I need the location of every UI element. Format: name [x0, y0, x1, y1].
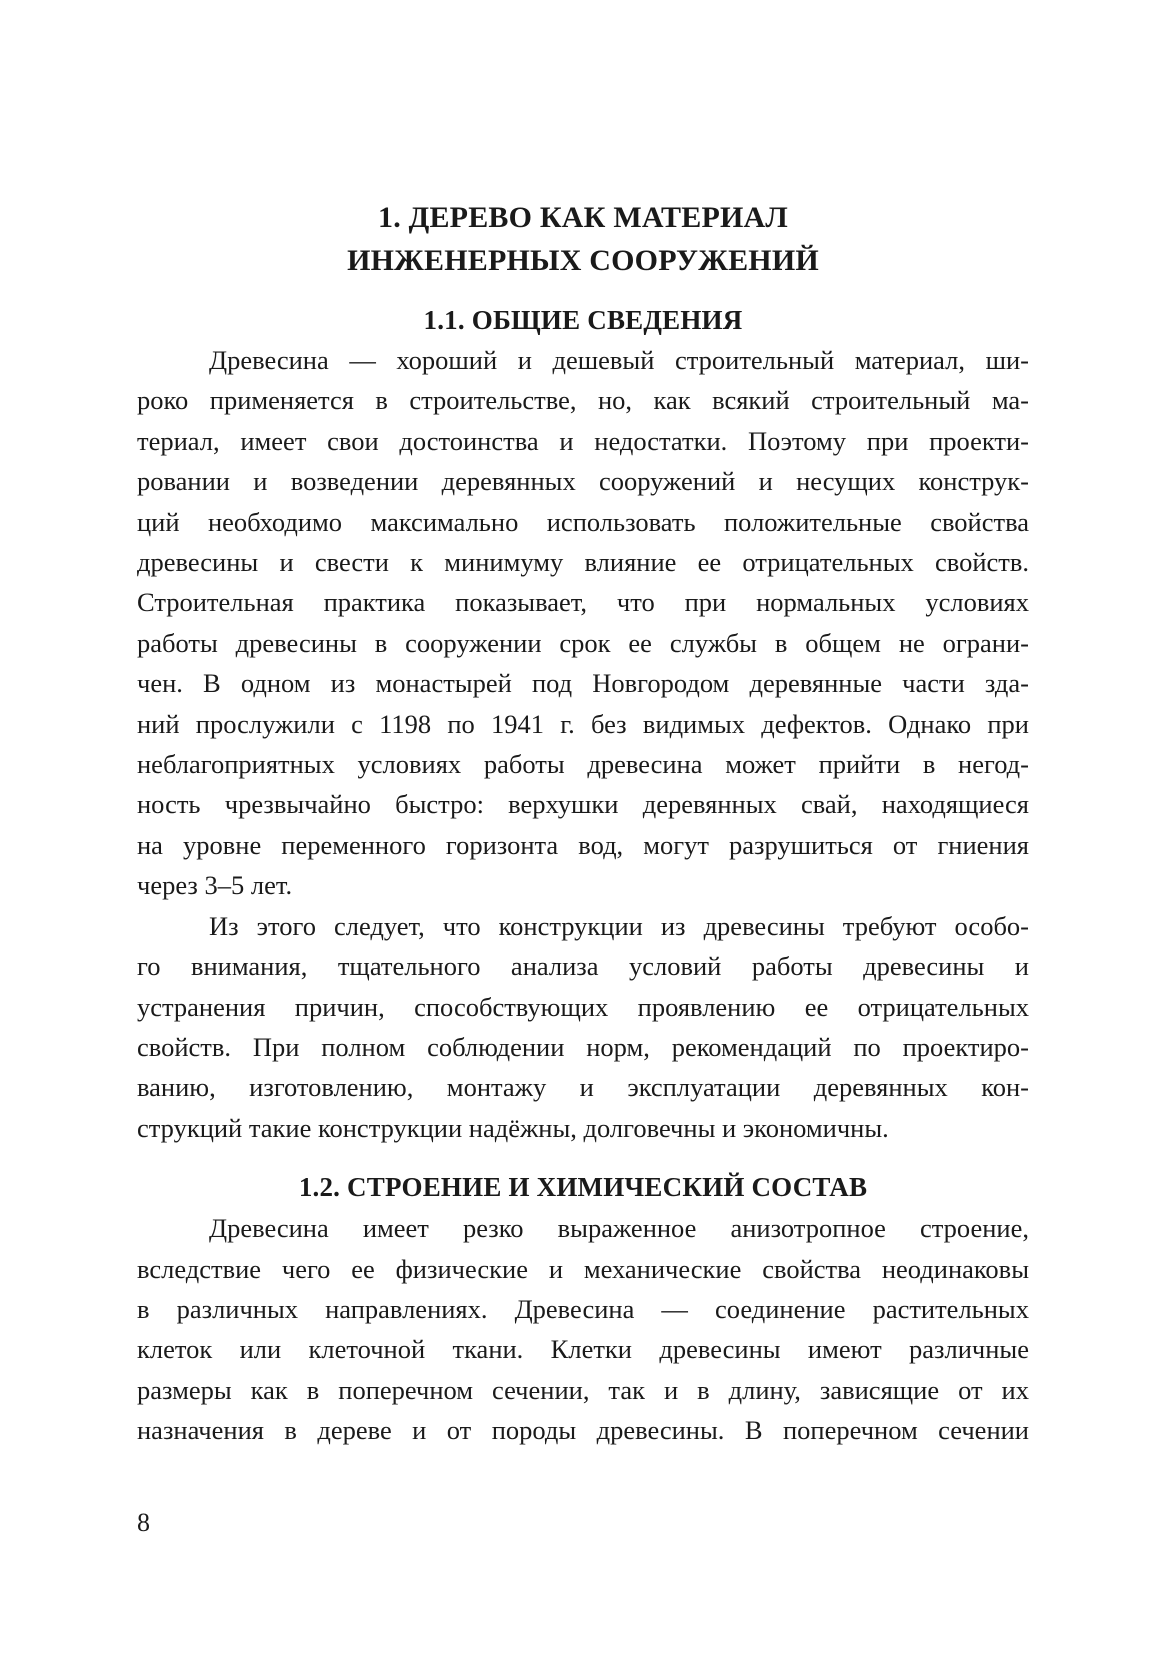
text-line: ний прослужили с 1198 по 1941 г. без видимых дефектов. Однако при — [137, 708, 1029, 739]
text-line: свойств. При полном соблюдении норм, рекомендаций по проектиро- — [137, 1031, 1029, 1062]
text-line: неблагоприятных условиях работы древесина может прийти в негод- — [137, 749, 1029, 780]
section-title-1-1: 1.1. ОБЩИЕ СВЕДЕНИЯ — [423, 305, 743, 335]
text-line: вследствие чего ее физические и механические свойства неодинаковы — [137, 1253, 1029, 1284]
text-line: древесины и свести к минимуму влияние ее отрицательных свойств. — [137, 547, 1029, 578]
paragraph-1-1-b — [137, 906, 1029, 1148]
text-line: устранения причин, способствующих проявлению ее отрицательных — [137, 991, 1029, 1022]
chapter-title-line-1: 1. ДЕРЕВО КАК МАТЕРИАЛ — [378, 201, 788, 234]
text-line: роко применяется в строительстве, но, как всякий строительный ма- — [137, 385, 1029, 416]
section-title-1-2: 1.2. СТРОЕНИЕ И ХИМИЧЕСКИЙ СОСТАВ — [298, 1172, 868, 1203]
chapter-title — [137, 196, 1029, 282]
text-line: ванию, изготовлению, монтажу и эксплуатации деревянных кон- — [137, 1072, 1029, 1103]
paragraph-1-2-a — [137, 1208, 1029, 1450]
paragraph-1-1-a — [137, 340, 1029, 906]
text-line: Из этого следует, что конструкции из древесины требуют особо- — [209, 910, 1029, 941]
text-line: Древесина имеет резко выраженное анизотропное строение, — [209, 1213, 1029, 1244]
text-line: размеры как в поперечном сечении, так и в длину, зависящие от их — [137, 1374, 1029, 1405]
text-line: работы древесины в сооружении срок ее службы в общем не ограни- — [137, 627, 1029, 658]
text-line: назначения в дереве и от породы древесины. В поперечном сечении — [137, 1415, 1029, 1446]
text-line: в различных направлениях. Древесина — соединение растительных — [137, 1293, 1029, 1324]
text-line: ность чрезвычайно быстро: верхушки деревянных свай, находящиеся — [137, 789, 1029, 820]
text-line: Древесина — хороший и дешевый строительный материал, ши- — [209, 345, 1029, 375]
text-line: Строительная практика показывает, что при нормальных условиях — [137, 587, 1029, 618]
text-line: струкций такие конструкции надёжны, долговечны и экономичны. — [137, 1112, 889, 1143]
text-line: ций необходимо максимально использовать положительные свойства — [137, 506, 1029, 537]
page-number: 8 — [137, 1508, 150, 1537]
page-content — [137, 196, 1029, 1451]
text-line: на уровне переменного горизонта вод, могут разрушиться от гниения — [137, 829, 1029, 860]
text-line: через 3–5 лет. — [137, 870, 293, 901]
text-line: го внимания, тщательного анализа условий работы древесины и — [137, 951, 1029, 982]
text-line: ровании и возведении деревянных сооружений и несущих конструк- — [137, 466, 1029, 497]
text-line: чен. В одном из монастырей под Новгородом деревянные части зда- — [137, 668, 1029, 699]
text-line: клеток или клеточной ткани. Клетки древесины имеют различные — [137, 1334, 1029, 1365]
chapter-title-line-2: ИНЖЕНЕРНЫХ СООРУЖЕНИЙ — [347, 244, 819, 277]
text-line: териал, имеет свои достоинства и недостатки. Поэтому при проекти- — [137, 425, 1029, 456]
